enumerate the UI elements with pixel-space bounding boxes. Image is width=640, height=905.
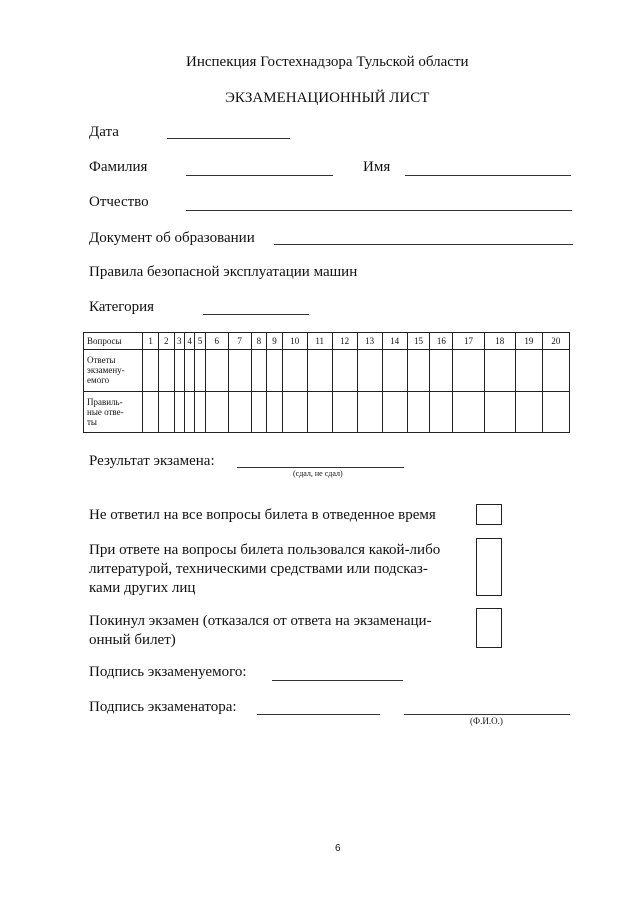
answer-cell[interactable] <box>282 350 307 391</box>
used-aids-line: литературой, техническими средствами или подсказ- <box>89 561 428 577</box>
correct-answer-cell[interactable] <box>407 391 430 432</box>
question-number-cell: 5 <box>195 333 205 350</box>
result-hint: (сдал, не сдал) <box>293 469 343 478</box>
used-aids-line: ками других лиц <box>89 580 196 596</box>
left-exam-line: онный билет) <box>89 632 176 648</box>
answer-cell[interactable] <box>382 350 407 391</box>
correct-answers-row <box>84 391 570 432</box>
question-number-cell: 18 <box>484 333 515 350</box>
answer-cell[interactable] <box>174 350 184 391</box>
question-number-cell: 8 <box>251 333 267 350</box>
question-number-cell: 2 <box>158 333 174 350</box>
correct-answer-cell[interactable] <box>484 391 515 432</box>
organization-title: Инспекция Гостехнадзора Тульской области <box>186 54 469 70</box>
answer-cell[interactable] <box>251 350 267 391</box>
questions-header-cell: Вопросы <box>84 333 143 350</box>
question-number-cell: 13 <box>357 333 382 350</box>
answers-row-label-line: экзамену- <box>87 365 125 376</box>
answer-cell[interactable] <box>515 350 542 391</box>
answers-row-label-line: Ответы <box>87 355 116 366</box>
examiner-signature-label: Подпись экзаменатора: <box>89 699 237 715</box>
education-document-field-line[interactable] <box>274 244 573 245</box>
page-number: 6 <box>335 843 341 854</box>
correct-answers-row-label-line: ты <box>87 416 97 427</box>
correct-answer-cell[interactable] <box>205 391 228 432</box>
correct-answers-row-label-line: ные отве- <box>87 406 124 417</box>
result-field-line[interactable] <box>237 467 404 468</box>
answer-cell[interactable] <box>453 350 484 391</box>
question-number-cell: 10 <box>282 333 307 350</box>
question-number-cell: 19 <box>515 333 542 350</box>
answers-row-label <box>84 350 143 391</box>
answer-cell[interactable] <box>267 350 283 391</box>
correct-answer-cell[interactable] <box>357 391 382 432</box>
correct-answer-cell[interactable] <box>174 391 184 432</box>
result-label: Результат экзамена: <box>89 453 215 469</box>
correct-answer-cell[interactable] <box>282 391 307 432</box>
date-label: Дата <box>89 124 119 140</box>
name-field-line[interactable] <box>405 175 571 176</box>
answer-cell[interactable] <box>307 350 332 391</box>
correct-answer-cell[interactable] <box>195 391 205 432</box>
used-aids-checkbox[interactable] <box>476 538 502 596</box>
answer-cell[interactable] <box>158 350 174 391</box>
left-exam-text <box>89 612 432 650</box>
answer-cell[interactable] <box>484 350 515 391</box>
examiner-signature-line[interactable] <box>257 714 380 715</box>
question-number-cell: 16 <box>430 333 453 350</box>
used-aids-text <box>89 541 440 598</box>
correct-answer-cell[interactable] <box>430 391 453 432</box>
document-title: ЭКЗАМЕНАЦИОННЫЙ ЛИСТ <box>225 90 430 106</box>
answer-cell[interactable] <box>430 350 453 391</box>
not-answered-text: Не ответил на все вопросы билета в отведенное время <box>89 507 436 523</box>
question-number-cell: 14 <box>382 333 407 350</box>
answer-cell[interactable] <box>184 350 194 391</box>
left-exam-line: Покинул экзамен (отказался от ответа на экзаменаци- <box>89 613 432 629</box>
answer-cell[interactable] <box>407 350 430 391</box>
correct-answer-cell[interactable] <box>382 391 407 432</box>
answers-table <box>83 332 570 433</box>
name-label: Имя <box>363 159 391 175</box>
answer-cell[interactable] <box>332 350 357 391</box>
surname-label: Фамилия <box>89 159 148 175</box>
category-field-line[interactable] <box>203 314 309 315</box>
not-answered-checkbox[interactable] <box>476 504 502 525</box>
answer-cell[interactable] <box>228 350 251 391</box>
correct-answer-cell[interactable] <box>307 391 332 432</box>
question-number-cell: 1 <box>143 333 159 350</box>
examiner-fio-line[interactable] <box>404 714 570 715</box>
correct-answer-cell[interactable] <box>158 391 174 432</box>
correct-answers-row-label-line: Правиль- <box>87 396 123 407</box>
question-number-cell: 12 <box>332 333 357 350</box>
patronymic-field-line[interactable] <box>186 210 572 211</box>
patronymic-label: Отчество <box>89 194 149 210</box>
examinee-signature-line[interactable] <box>272 680 403 681</box>
date-field-line[interactable] <box>167 138 290 139</box>
answer-cell[interactable] <box>195 350 205 391</box>
answers-row-label-line: емого <box>87 375 110 386</box>
answer-cell[interactable] <box>143 350 159 391</box>
examinee-signature-label: Подпись экзаменуемого: <box>89 664 247 680</box>
question-number-cell: 9 <box>267 333 283 350</box>
question-number-cell: 17 <box>453 333 484 350</box>
question-number-cell: 7 <box>228 333 251 350</box>
question-number-cell: 15 <box>407 333 430 350</box>
correct-answer-cell[interactable] <box>143 391 159 432</box>
correct-answer-cell[interactable] <box>515 391 542 432</box>
answer-cell[interactable] <box>205 350 228 391</box>
question-number-cell: 6 <box>205 333 228 350</box>
education-document-label: Документ об образовании <box>89 230 255 246</box>
question-number-cell: 4 <box>184 333 194 350</box>
answer-cell[interactable] <box>357 350 382 391</box>
table-header-row <box>84 333 570 350</box>
correct-answer-cell[interactable] <box>184 391 194 432</box>
correct-answer-cell[interactable] <box>453 391 484 432</box>
question-number-cell: 11 <box>307 333 332 350</box>
rules-label: Правила безопасной эксплуатации машин <box>89 264 358 280</box>
correct-answer-cell[interactable] <box>542 391 569 432</box>
correct-answers-row-label <box>84 391 143 432</box>
answer-cell[interactable] <box>542 350 569 391</box>
answers-row <box>84 350 570 391</box>
correct-answer-cell[interactable] <box>228 391 251 432</box>
used-aids-line: При ответе на вопросы билета пользовался какой-либо <box>89 542 441 558</box>
left-exam-checkbox[interactable] <box>476 608 502 648</box>
correct-answer-cell[interactable] <box>251 391 267 432</box>
correct-answer-cell[interactable] <box>332 391 357 432</box>
examiner-fio-hint: (Ф.И.О.) <box>470 716 503 726</box>
surname-field-line[interactable] <box>186 175 333 176</box>
question-number-cell: 3 <box>174 333 184 350</box>
correct-answer-cell[interactable] <box>267 391 283 432</box>
category-label: Категория <box>89 299 154 315</box>
question-number-cell: 20 <box>542 333 569 350</box>
